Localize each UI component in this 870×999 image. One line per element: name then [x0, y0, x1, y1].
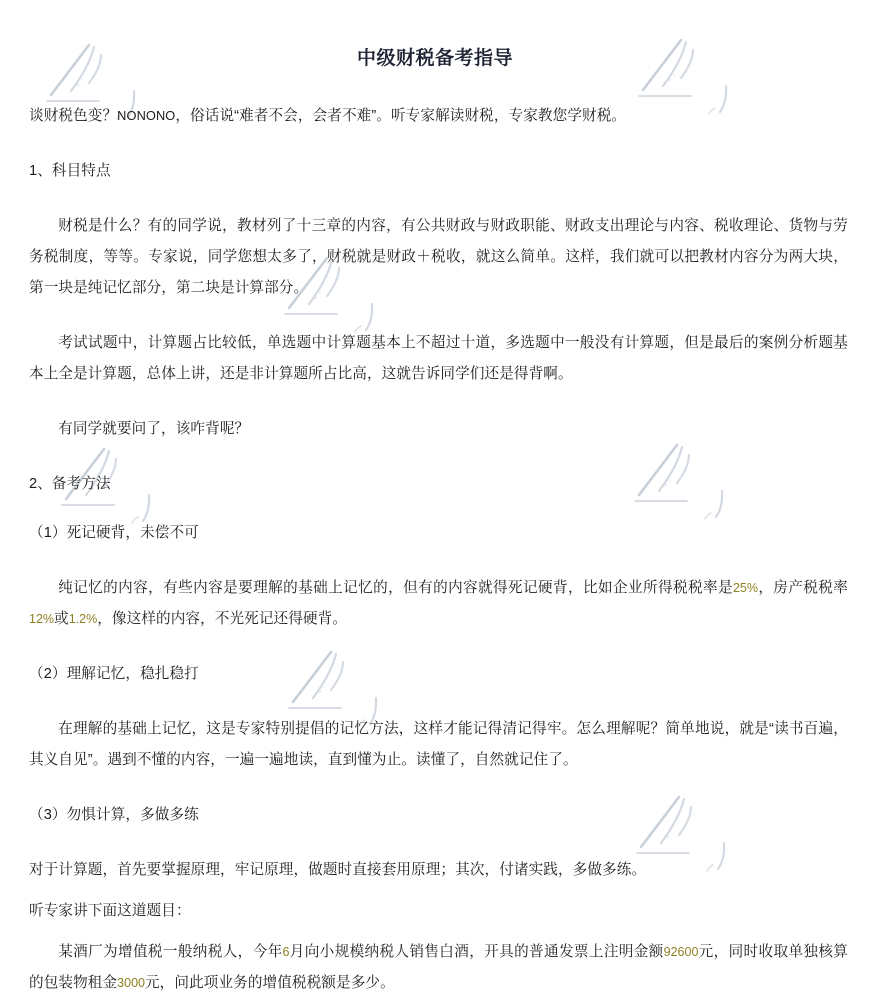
- problem-packaging-rent: 3000: [117, 976, 145, 990]
- paragraph-body-5: 在理解的基础上记忆，这是专家特别提倡的记忆方法，这样才能记得清记得牢。怎么理解呢？简单地说，就是“读书百遍，其义自见”。遇到不懂的内容，一遍一遍地读，直到懂为止。读懂了，自然就记住了。: [29, 721, 848, 768]
- paragraph-body-7: 听专家讲下面这道题目：: [29, 903, 191, 919]
- intro-text-part1: 谈财税色变？: [29, 108, 118, 124]
- body4-part2: ，房产税税率: [758, 580, 848, 596]
- paragraph-body-1: 财税是什么？有的同学说，教材列了十三章的内容，有公共财政与财政职能、财政支出理论与内容、税收理论、货物与劳务税制度，等等。专家说，同学您想太多了，财税就是财政＋税收，就这么简单。这样，我们就可以把教材内容分为两大块，第一块是纯记忆部分，第二块是计算部分。: [29, 218, 848, 296]
- page-title-text: 中级财税备考指导: [356, 48, 513, 69]
- body8-part2: 月向小规模纳税人销售白酒，开具的普通发票上注明金额: [289, 944, 664, 960]
- tax-rate-property-low: 1.2%: [68, 612, 98, 626]
- intro-nonono: NONONO: [117, 108, 176, 123]
- problem-invoice-amount: 92600: [663, 945, 699, 959]
- paragraph-body-3: 有同学就要问了，该咋背呢？: [58, 421, 250, 437]
- paragraph-body-6: 对于计算题，首先要掌握原理，牢记原理，做题时直接套用原理；其次，付诸实践，多做多练。: [29, 862, 647, 878]
- body4-part3: 或: [54, 611, 69, 627]
- heading-subject-features: 1、科目特点: [29, 163, 111, 179]
- paragraph-body-2: 考试试题中，计算题占比较低，单选题中计算题基本上不超过十道，多选题中一般没有计算题，但是最后的案例分析题基本上全是计算题，总体上讲，还是非计算题所占比高，这就告诉同学们还是得背啊。: [29, 335, 848, 382]
- tax-rate-property-high: 12%: [29, 612, 55, 626]
- paragraph-body-4: [0, 573, 870, 635]
- paragraph-body-8: [0, 937, 870, 999]
- intro-text-part2: ，俗话说“难者不会，会者不难”。听专家解读财税，专家教您学财税。: [175, 108, 627, 124]
- paragraph-intro: [0, 100, 870, 132]
- body8-part3: 元，同时收取单独核算的包装物租金: [29, 944, 848, 991]
- page-title: [0, 0, 870, 71]
- body8-part1: 某酒厂为增值税一般纳税人，今年: [58, 944, 283, 960]
- subheading-practice-calculation: （3）勿惧计算，多做多练: [29, 807, 199, 823]
- body4-part4: ，像这样的内容，不光死记还得硬背。: [97, 611, 348, 627]
- subheading-comprehension-memory: （2）理解记忆，稳扎稳打: [29, 666, 199, 682]
- tax-rate-corporate: 25%: [732, 581, 759, 595]
- subheading-rote-memorization: （1）死记硬背，未偿不可: [29, 525, 199, 541]
- heading-study-methods: 2、备考方法: [29, 476, 111, 492]
- problem-month: 6: [282, 945, 290, 959]
- body8-part4: 元，问此项业务的增值税税额是多少。: [144, 975, 395, 991]
- body4-part1: 纯记忆的内容，有些内容是要理解的基础上记忆的，但有的内容就得死记硬背，比如企业所得税税率是: [58, 580, 733, 596]
